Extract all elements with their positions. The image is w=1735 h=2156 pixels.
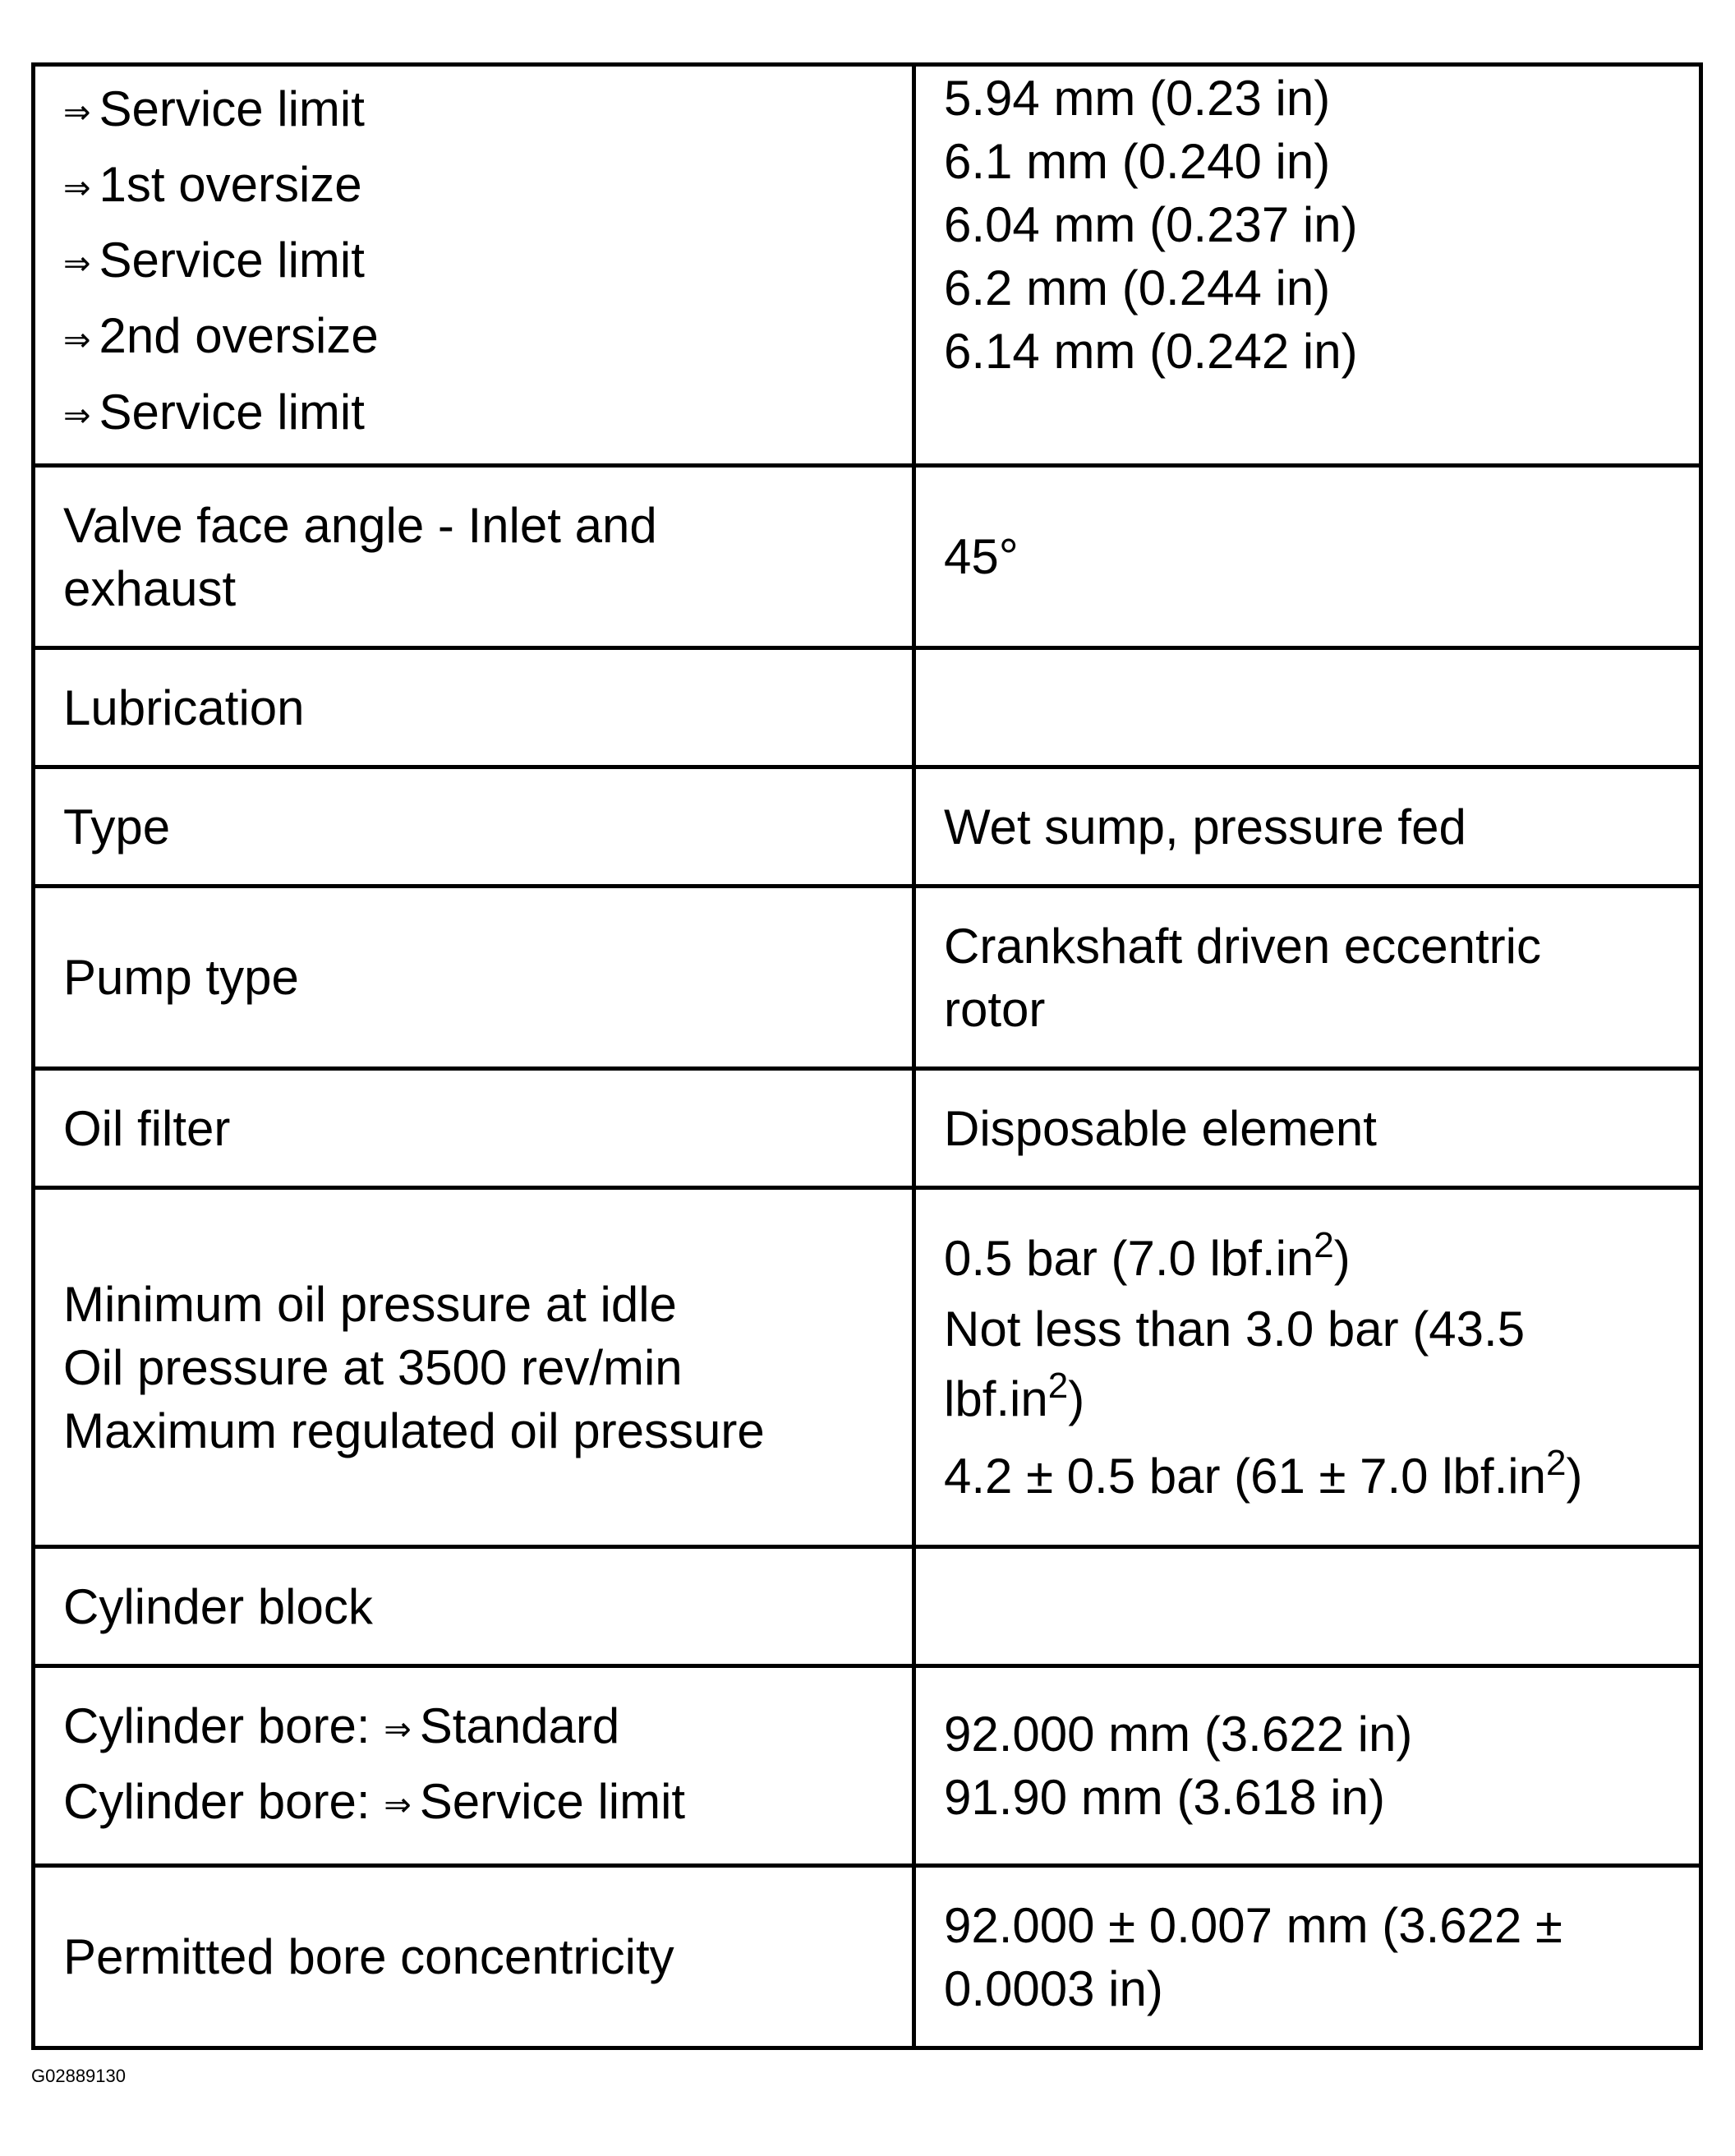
- arrow-icon: ⇒: [384, 1787, 412, 1824]
- spec-value: 91.90 mm (3.618 in): [944, 1770, 1385, 1825]
- table-row: [34, 1547, 1701, 1666]
- table-row: [34, 767, 1701, 887]
- arrow-icon: ⇒: [63, 246, 91, 283]
- section-heading: Cylinder block: [63, 1578, 373, 1634]
- spec-value: 92.000 ± 0.007 mm (3.622 ±: [944, 1897, 1562, 1953]
- spec-value: Wet sump, pressure fed: [944, 799, 1466, 855]
- spec-label: 1st oversize: [99, 157, 362, 213]
- table-row: [34, 65, 1701, 466]
- spec-label: Cylinder bore:: [63, 1774, 370, 1829]
- arrow-icon: ⇒: [384, 1711, 412, 1748]
- spec-label: 2nd oversize: [99, 308, 379, 364]
- section-heading: Lubrication: [63, 680, 305, 735]
- arrow-icon: ⇒: [63, 94, 91, 131]
- spec-value-cell: [914, 466, 1701, 648]
- spec-value-cell: [914, 1666, 1701, 1866]
- spec-value: 45°: [944, 529, 1019, 584]
- spec-value-cell: [914, 887, 1701, 1069]
- spec-value: 6.1 mm (0.240 in): [944, 134, 1331, 189]
- spec-value: rotor: [944, 981, 1046, 1037]
- spec-label-cell: [34, 1666, 914, 1866]
- spec-value: Not less than 3.0 bar (43.5: [944, 1301, 1526, 1357]
- spec-label: Service limit: [99, 384, 365, 440]
- spec-label: Type: [63, 799, 171, 855]
- spec-value: 0.5 bar (7.0 $lbf.in^2$): [944, 1224, 1351, 1286]
- spec-label: Service limit: [99, 81, 365, 136]
- superscript: 2: [1545, 1442, 1567, 1483]
- spec-label: Minimum oil pressure at idle: [63, 1276, 677, 1332]
- spec-value-cell: [914, 767, 1701, 887]
- spec-label: Oil filter: [63, 1100, 231, 1156]
- arrow-icon: ⇒: [63, 321, 91, 358]
- spec-value: $lbf.in^2$): [944, 1365, 1085, 1426]
- table-row: [34, 466, 1701, 648]
- spec-value-cell: [914, 1069, 1701, 1188]
- spec-label: Valve face angle - Inlet and: [63, 497, 657, 553]
- spec-label: Service limit: [419, 1774, 686, 1829]
- spec-label-cell: [34, 1069, 914, 1188]
- spec-label: Oil pressure at 3500 rev/min: [63, 1339, 683, 1395]
- superscript: 2: [1047, 1365, 1069, 1406]
- section-heading-cell: [34, 1547, 914, 1666]
- spec-label: exhaust: [63, 560, 237, 616]
- spec-label-cell: [34, 1866, 914, 2048]
- spec-label-cell: [34, 1188, 914, 1547]
- spec-value: 4.2 ± 0.5 bar (61 ± 7.0 $lbf.in^2$): [944, 1442, 1583, 1504]
- empty-value-cell: [914, 648, 1701, 767]
- spec-value-cell: [914, 65, 1701, 466]
- spec-label: Service limit: [99, 233, 365, 288]
- spec-value: 92.000 mm (3.622 in): [944, 1707, 1413, 1762]
- table-row: [34, 1188, 1701, 1547]
- spec-label: Permitted bore concentricity: [63, 1929, 674, 1984]
- spec-label-cell: [34, 887, 914, 1069]
- arrow-icon: ⇒: [63, 397, 91, 434]
- spec-value: 6.14 mm (0.242 in): [944, 324, 1358, 379]
- spec-label: Maximum regulated oil pressure: [63, 1403, 765, 1458]
- spec-label: Pump type: [63, 950, 299, 1005]
- spec-label-cell: [34, 767, 914, 887]
- superscript: 2: [1314, 1224, 1334, 1265]
- arrow-icon: ⇒: [63, 170, 91, 207]
- spec-label: Standard: [419, 1698, 620, 1753]
- spec-value: Crankshaft driven eccentric: [944, 918, 1541, 974]
- specifications-table: [31, 62, 1703, 2050]
- table-row: [34, 1069, 1701, 1188]
- spec-value: Disposable element: [944, 1100, 1377, 1156]
- spec-label: Cylinder bore:: [63, 1698, 370, 1753]
- table-row: [34, 1866, 1701, 2048]
- table-row: [34, 648, 1701, 767]
- table-row: [34, 1666, 1701, 1866]
- spec-label-cell: [34, 466, 914, 648]
- spec-value: 5.94 mm (0.23 in): [944, 71, 1331, 126]
- spec-label-cell: [34, 65, 914, 466]
- spec-value: 6.04 mm (0.237 in): [944, 197, 1358, 252]
- spec-value-cell: [914, 1866, 1701, 2048]
- section-heading-cell: [34, 648, 914, 767]
- spec-value: 0.0003 in): [944, 1960, 1163, 2016]
- empty-value-cell: [914, 1547, 1701, 1666]
- spec-value: 6.2 mm (0.244 in): [944, 260, 1331, 316]
- figure-id: G02889130: [31, 2066, 126, 2086]
- table-row: [34, 887, 1701, 1069]
- spec-value-cell: [914, 1188, 1701, 1547]
